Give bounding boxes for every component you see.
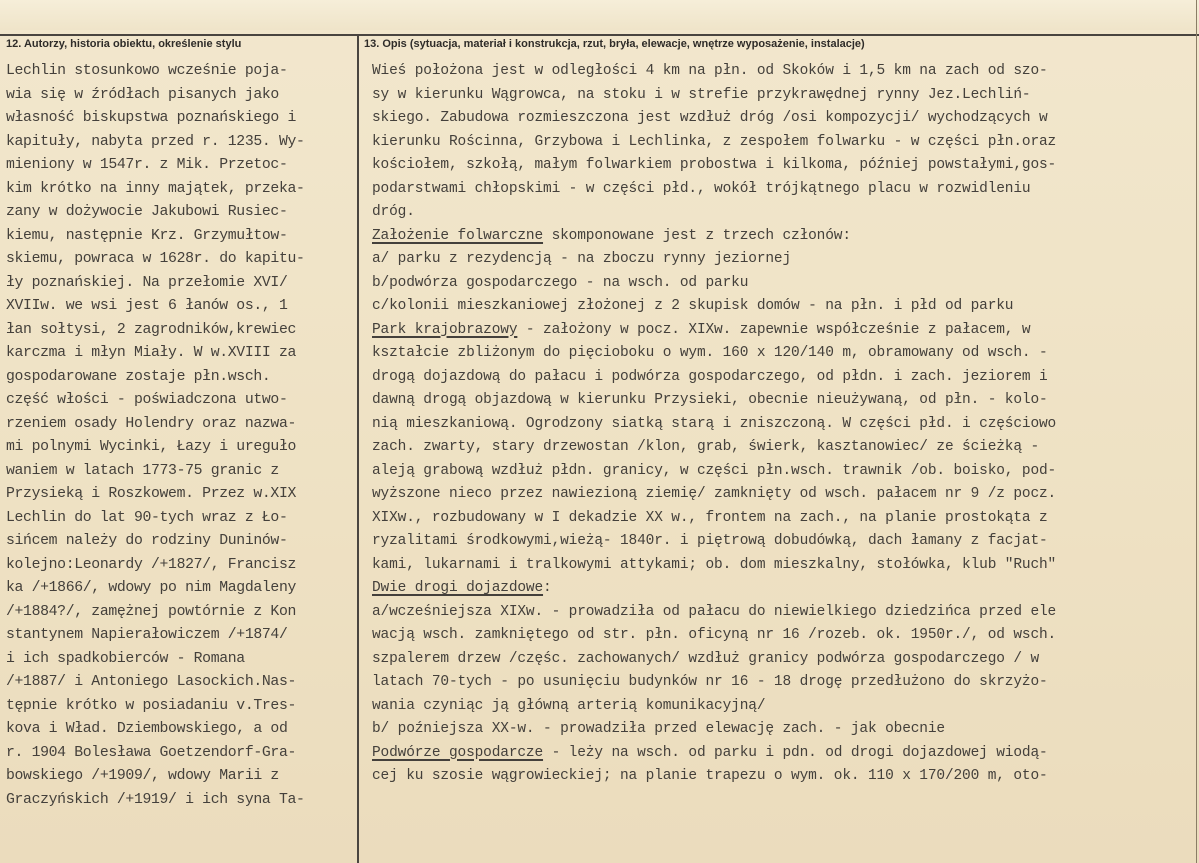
section-heading: Dwie drogi dojazdowe (372, 580, 544, 596)
description-text-line: Wieś położona jest w odległości 4 km na płn. od Skoków i 1,5 km na zach od szo- (372, 63, 1048, 79)
description-text-line: aleją grabową wzdłuż płdn. granicy, w części płn.wsch. trawnik /ob. boisko, pod- (372, 462, 1057, 479)
description-text-line: b/podwórza gospodarczego - na wsch. od parku (372, 274, 749, 291)
description-text-line: wania czyniąc ją główną arterią komunikacyjną/ (372, 697, 766, 714)
history-text-line: zany w dożywocie Jakubowi Rusiec- (6, 204, 288, 220)
history-text-line: tępnie krótko w posiadaniu v.Tres- (6, 697, 297, 714)
description-text-line: dróg. (372, 204, 415, 220)
line-text: - założony w pocz. XIXw. zapewnie współcześnie z pałacem, w (517, 321, 1031, 338)
section-heading: Podwórze gospodarcze (372, 744, 544, 761)
history-text-line: kova i Wład. Dziembowskiego, a od (6, 721, 288, 737)
description-text-line: ryzalitami środkowymi,wieżą- 1840r. i piętrową dobudówką, dach łamany z facjat- (372, 533, 1048, 549)
description-text-line: skiego. Zabudowa rozmieszczona jest wzdłuż dróg /osi kompozycji/ wychodzących w (372, 110, 1048, 126)
line-text: skomponowane jest z trzech członów: (543, 227, 851, 244)
history-text-line: rzeniem osady Holendry oraz nazwa- (6, 415, 297, 432)
description-text-line: dawną drogą objazdową w kierunku Przysieki, obecnie nieużywaną, od płn. - kolo- (372, 392, 1048, 408)
line-text: : (543, 580, 552, 596)
description-text-line: c/kolonii mieszkaniowej złożonej z 2 skupisk domów - na płn. i płd od parku (372, 298, 1014, 314)
history-text-line: Przysieką i Roszkowem. Przez w.XIX (6, 486, 297, 502)
description-text-line (372, 225, 1194, 249)
section-12-header: 12. Autorzy, historia obiektu, określenie stylu (6, 38, 242, 50)
history-text-line: skiemu, powraca w 1628r. do kapitu- (6, 251, 305, 267)
history-text-line: kolejno:Leonardy /+1827/, Francisz (6, 556, 297, 573)
section-heading: Park krajobrazowy (372, 321, 518, 338)
history-text-line: r. 1904 Bolesława Goetzendorf-Gra- (6, 744, 297, 761)
history-text-line: Graczyńskich /+1919/ i ich syna Ta- (6, 791, 305, 808)
history-text-line: i ich spadkobierców - Romana (6, 650, 245, 667)
history-text-line: część włości - poświadczona utwo- (6, 392, 288, 408)
description-text-line (372, 319, 1194, 343)
description-text-line: sy w kierunku Wągrowca, na stoku i w strefie przykrawędnej rynny Jez.Lechliń- (372, 86, 1031, 103)
description-text-line: latach 70-tych - po usunięciu budynków nr 16 - 18 drogę przedłużono do skrzyżo- (372, 674, 1048, 690)
description-text-line: b/ poźniejsza XX-w. - prowadziła przed elewację zach. - jak obecnie (372, 721, 945, 737)
description-text-line (372, 577, 1194, 601)
description-text-line: wacją wsch. zamkniętego od str. płn. oficyną nr 16 /rozeb. ok. 1950r./, od wsch. (372, 627, 1057, 643)
description-text-line: kościołem, szkołą, małym folwarkiem probostwa i kilkoma, później powstałymi,gos- (372, 157, 1057, 173)
description-text-line: podarstwami chłopskimi - w części płd., wokół trójkątnego placu w rozwidleniu (372, 180, 1031, 197)
history-text-line: gospodarowane zostaje płn.wsch. (6, 368, 271, 385)
description-text-line: zach. zwarty, stary drzewostan /klon, grab, świerk, kasztanowiec/ ze ścieżką - (372, 439, 1040, 455)
history-text-line: łan sołtysi, 2 zagrodników,krewiec (6, 321, 297, 338)
history-text-line: sińcem należy do rodziny Duninów- (6, 533, 288, 549)
history-text-line: XVIIw. we wsi jest 6 łanów os., 1 (6, 298, 288, 314)
description-column (372, 60, 1194, 789)
header-rule (0, 34, 1199, 36)
history-text-line: bowskiego /+1909/, wdowy Marii z (6, 768, 279, 784)
history-text-line: kapituły, nabyta przed r. 1235. Wy- (6, 133, 305, 150)
history-text-line: ły poznańskiej. Na przełomie XVI/ (6, 274, 288, 291)
line-text: - leży na wsch. od parku i pdn. od drogi dojazdowej wiodą- (543, 744, 1048, 761)
history-text-line: mi polnymi Wycinki, Łazy i ureguło (6, 439, 297, 455)
history-text-line: kim krótko na inny majątek, przeka- (6, 180, 305, 197)
history-text-line: własność biskupstwa poznańskiego i (6, 110, 297, 126)
description-text-line: a/ parku z rezydencją - na zboczu rynny jeziornej (372, 251, 792, 267)
right-edge-rule (1196, 0, 1197, 863)
description-text-line: kierunku Rościnna, Grzybowa i Lechlinka, z zespołem folwarku - w części płn.oraz (372, 133, 1057, 150)
history-text-line: wia się w źródłach pisanych jako (6, 86, 279, 103)
description-text-line: wyższone nieco przez nawiezioną ziemię/ zamknięty od wsch. pałacem nr 9 /z pocz. (372, 486, 1057, 502)
history-text-line: /+1884?/, zamężnej powtórnie z Kon (6, 603, 297, 620)
description-text-line: szpalerem drzew /częśc. zachowanych/ wzdłuż granicy podwórza gospodarczego / w (372, 650, 1040, 667)
history-text-line: /+1887/ i Antoniego Lasockich.Nas- (6, 674, 297, 690)
history-text-line: karczma i młyn Miały. W w.XVIII za (6, 345, 297, 361)
history-text-line: ka /+1866/, wdowy po nim Magdaleny (6, 580, 297, 596)
history-text-line: kiemu, następnie Krz. Grzymułtow- (6, 227, 288, 244)
description-text-line: drogą dojazdową do pałacu i podwórza gospodarczego, od płdn. i zach. jeziorem i (372, 368, 1048, 385)
description-text-line: kształcie zbliżonym do pięcioboku o wym. 160 x 120/140 m, obramowany od wsch. - (372, 345, 1048, 361)
description-text-line: cej ku szosie wągrowieckiej; na planie trapezu o wym. ok. 110 x 170/200 m, oto- (372, 768, 1048, 784)
column-divider (357, 34, 359, 863)
description-text-line: kami, lukarnami i tralkowymi attykami; ob. dom mieszkalny, stołówka, klub "Ruch" (372, 556, 1057, 573)
history-column (6, 60, 356, 812)
history-text-line: mieniony w 1547r. z Mik. Przetoc- (6, 157, 288, 173)
history-text-line: Lechlin do lat 90-tych wraz z Ło- (6, 509, 288, 526)
description-text-line: a/wcześniejsza XIXw. - prowadziła od pałacu do niewielkiego dziedzińca przed ele (372, 603, 1057, 620)
description-text-line (372, 742, 1194, 766)
top-margin (0, 0, 1199, 30)
history-text-line: waniem w latach 1773-75 granic z (6, 462, 279, 479)
history-text-line: stantynem Napierałowiczem /+1874/ (6, 627, 288, 643)
section-13-header: 13. Opis (sytuacja, materiał i konstrukcja, rzut, bryła, elewacje, wnętrze wyposażenie, instalacje) (364, 38, 865, 50)
history-text-line: Lechlin stosunkowo wcześnie poja- (6, 63, 288, 79)
description-text-line: XIXw., rozbudowany w I dekadzie XX w., frontem na zach., na planie prostokąta z (372, 509, 1048, 526)
section-heading: Założenie folwarczne (372, 227, 544, 244)
description-text-line: nią mieszkaniową. Ogrodzony siatką starą i zniszczoną. W części płd. i częściowo (372, 415, 1057, 432)
